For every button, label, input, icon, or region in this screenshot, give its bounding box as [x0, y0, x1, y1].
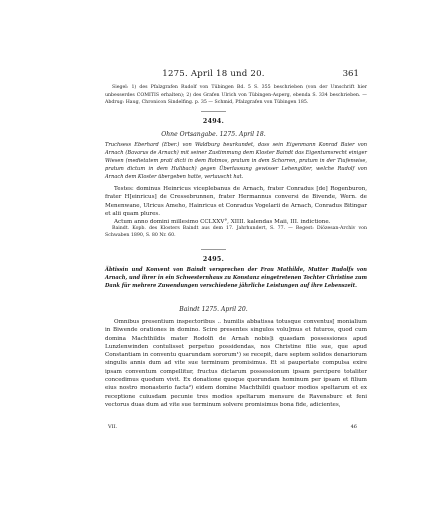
- page-header: [0, 69, 427, 81]
- document-number-2495: 2495.: [202, 256, 225, 263]
- body-2495: [105, 318, 367, 409]
- section-divider: [201, 249, 226, 250]
- regest-2494-text: Truchsess Eberhard (Eber.) von Waldburg beurkundet, dass sein Eigenmann Konrad Baier von Arnach (Bavarus de Arnach) mit seiner Zustimmung dem Kloster Baindt das Eigentumsrecht einiger Wiesen (medietatem prati dicti in dem Rotmos, pratum in dem Schorren, pratum in der Tiufenwise, pratum dictum in dem Hulibach) gegen Überlassung gewisser Lehengüter, welche Rudolf von Arnach dem Kloster übergeben hatte, vertauscht hat.: [105, 142, 367, 181]
- running-title: 1275. April 18 und 20.: [162, 69, 265, 79]
- regest-2495-text: Äbtissin und Konvent von Baindt versprechen der Frau Mathilde, Mutter Rudolfs von Arnach, und ihrer in ein Schwesternhaus zu Konstanz eingetretenen Tochter Christine zum Dank für mehrere Zuwendungen verschiedene jährliche Leistungen auf ihre Lebenszeit.: [105, 267, 367, 290]
- section-divider: [201, 111, 226, 112]
- dating-clause: Actum anno domini millesimo CCLXXV°, XIIII. kalendas Maii, III. indictione.: [114, 219, 331, 226]
- regest-2494: [105, 141, 367, 181]
- archive-note-2494-text: Baindt. Kopb. des Klosters Baindt aus dem 17. Jahrhundert, S. 77. — Regest: Diözesan-Archiv von Schwaben 1890, S. 80 Nr. 60.: [105, 226, 367, 238]
- page-number: 361: [342, 69, 359, 79]
- body-2495-text: Omnibus presentium inspectoribus .. humilis abbatissa totusque conventus[ monialium in Biwende orationes in domino. Scire presentes singulos volu]mus et futuros, quod cum domina Machthildis mater Rodolfi de Arnah nobis]i quasdam possessiones apud Lunzlenwinden contulisset perpetuo possidendas, nos Christine filie sue, que apud Constantiam in conventu quarundam sororum¹) se recepit, dare septem solidos denariorum singulis annis dum ad vite sue terminum promisimus. Et si paupertate compulsa exire ipsam conventum compellitur, fructus dictarum possessionum ipsam percipere totaliter concedimus quodum vivit. Ex donatione quoque quorundam hominum per ipsam et filium eius nostro monasterio facta²) eidem domine Machthildi quatuor modios speltarum et ex receptione cuiusdam pecunie tres modios speltarum mensure de Ravensburc et feni vectorus duas dum ad vite sue terminum solvere promisimus bona fide, adicientes,: [105, 319, 367, 408]
- sheet-number: 46: [350, 424, 357, 430]
- place-date-2494: Ohne Ortsangabe. 1275. April 18.: [161, 131, 266, 138]
- sheet-signature: VII.: [108, 424, 118, 430]
- witness-list: Testes: dominus Heinricus viceplebanus de Arnach, frater Conradus [de] Rogenburon, frater H[einricus] de Cressebrunnen, frater Hermannus conversi de Bivende, Wern. de Menenwane, Ulricus Ameho, Hainricus et Conradus Vogelarii de Arnach, Conradus Bitingar et alii quam plures.: [105, 186, 367, 217]
- place-date-2495: Baindt 1275. April 20.: [179, 306, 248, 313]
- seal-note-text: Siegel: 1) des Pfalzgrafen Rudolf von Tübingen Bd. 5 S. 355 beschrieben (von der Umschrift hier unbesserdes COMITIS erhalten); 2) des Grafen Ulrich von Tübingen-Asperg, ebenda S. 334 beschrieben. — Abdrug: Haug, Chronicon Sindelfing. p. 35 — Schmid, Pfalzgrafen von Tübingen 185.: [105, 85, 367, 106]
- regest-2495: [105, 266, 367, 290]
- document-number-2494: 2494.: [202, 118, 225, 125]
- body-2494: [105, 185, 367, 226]
- seal-note: [105, 84, 367, 107]
- archive-note-2494: [105, 226, 367, 240]
